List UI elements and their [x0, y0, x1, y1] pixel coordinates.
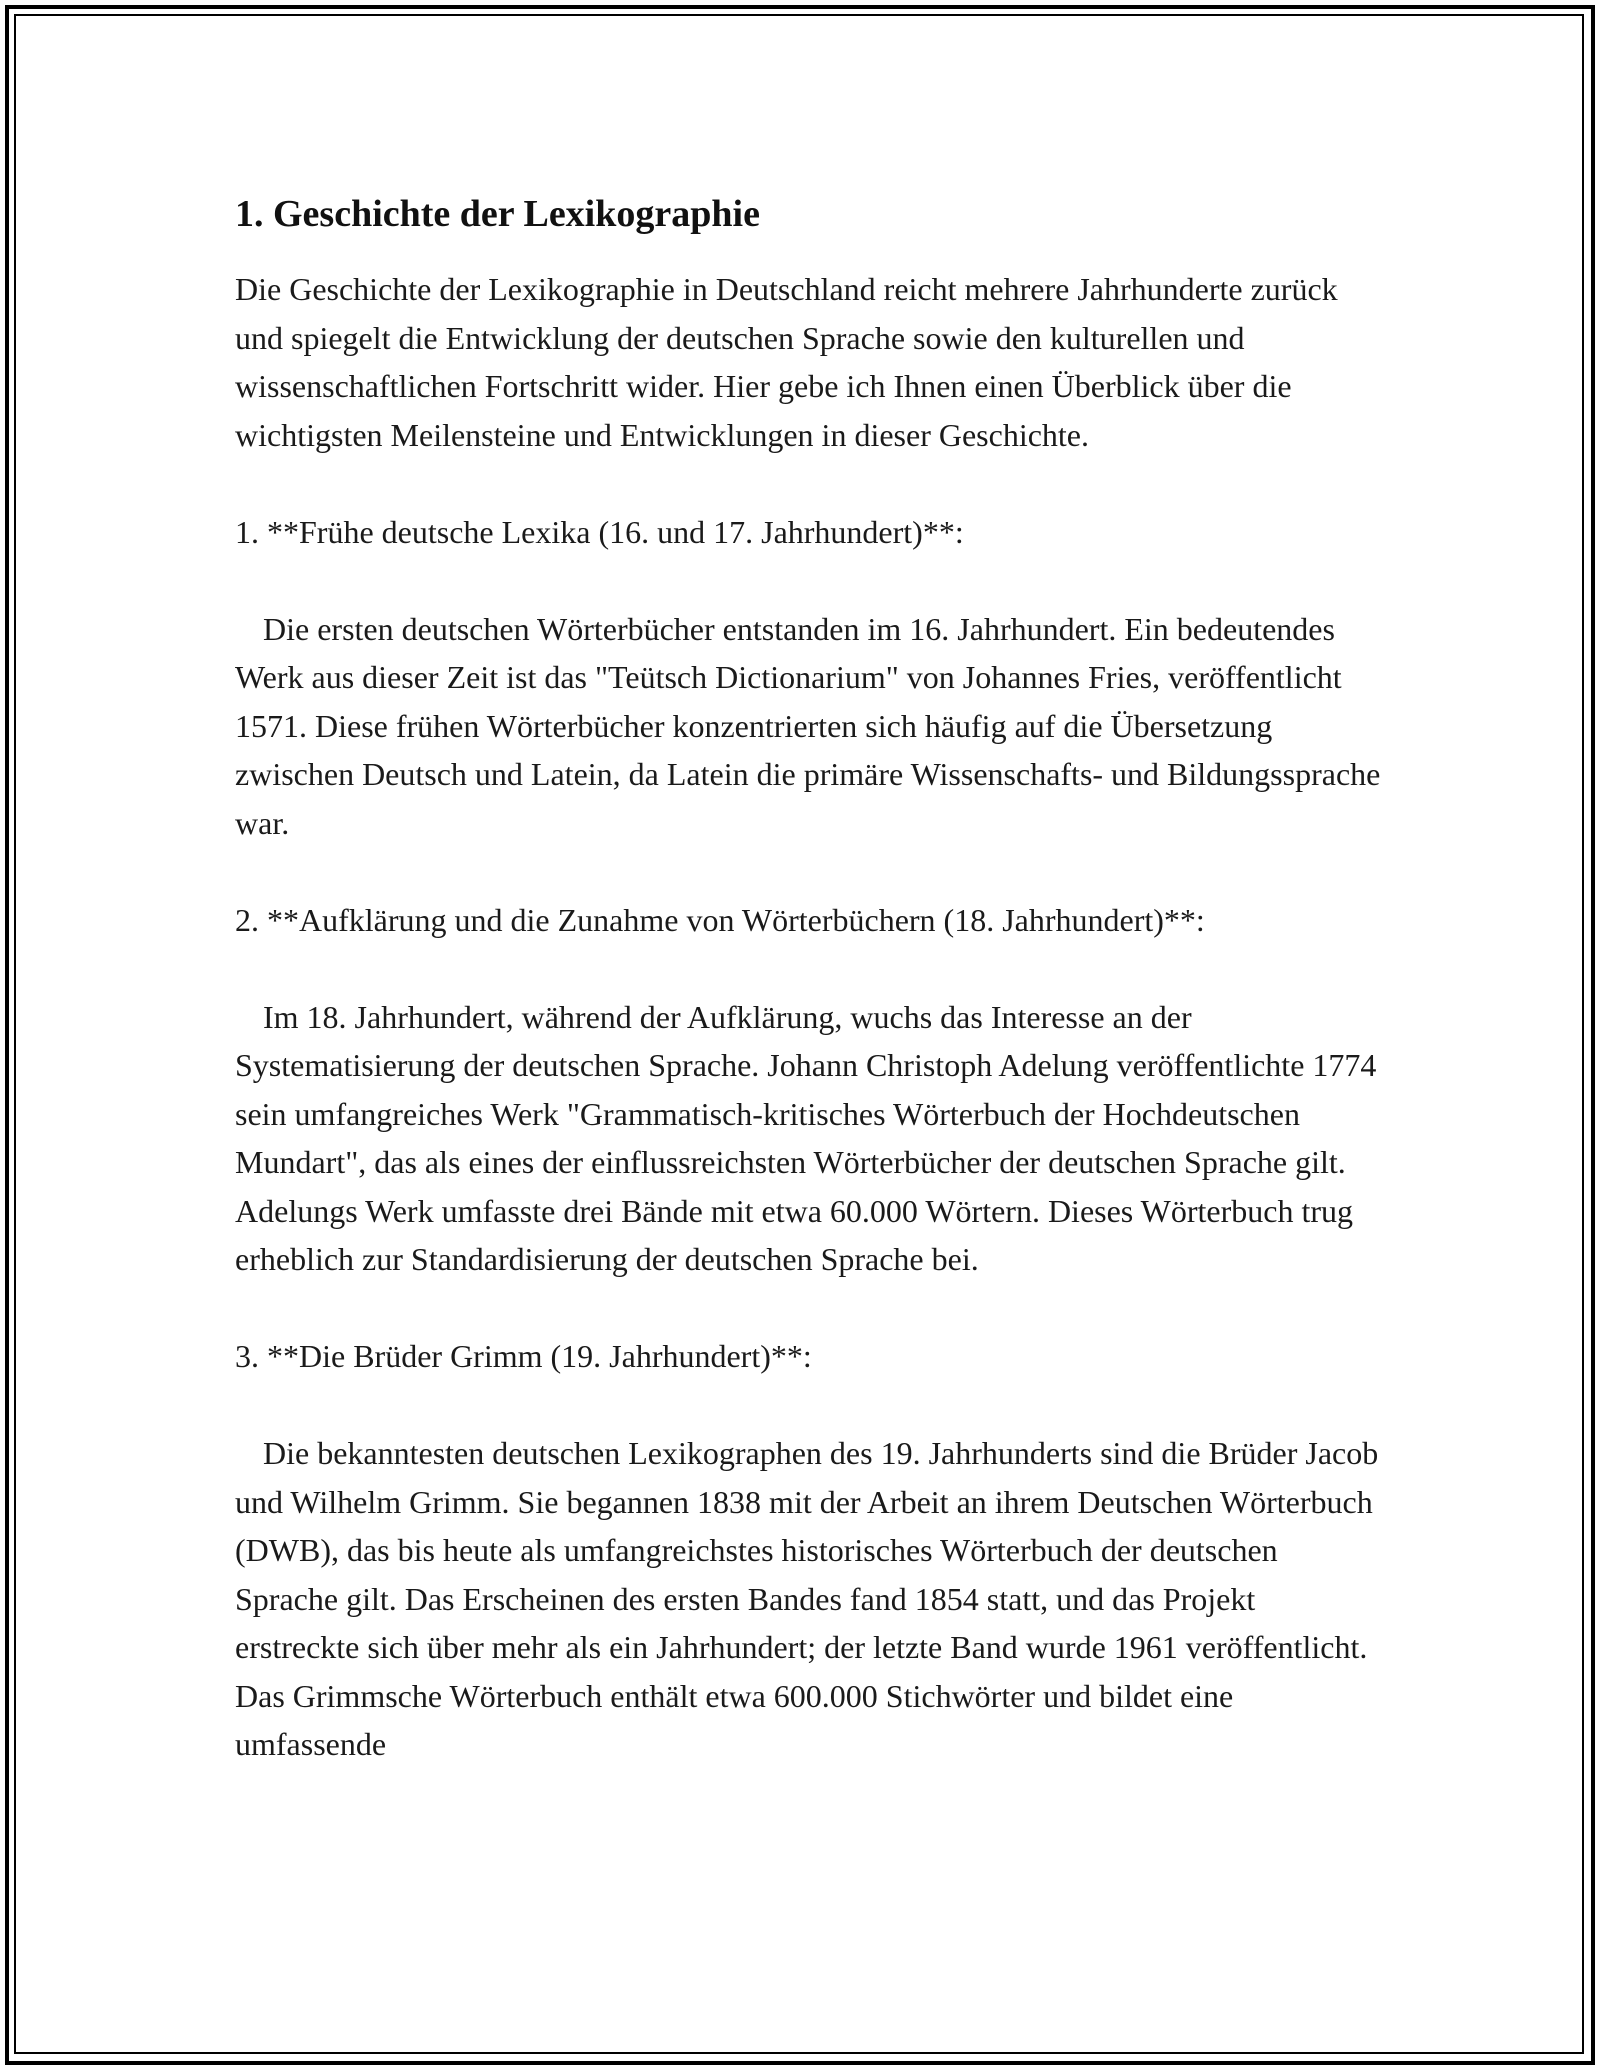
- section-body-1: Die ersten deutschen Wörterbücher entstanden im 16. Jahrhundert. Ein bedeutendes Werk aus dieser Zeit ist das "Teütsch Dictionarium" von Johannes Fries, veröffentlicht 1571. Diese frühen Wörterbücher konzentrierten sich häufig auf die Übersetzung zwischen Deutsch und Latein, da Latein die primäre Wissenschafts- und Bildungssprache war.: [235, 610, 1381, 841]
- paragraph-gap: [235, 459, 1385, 508]
- page-title: 1. Geschichte der Lexikographie: [235, 193, 760, 235]
- paragraph-gap: [235, 847, 1385, 896]
- section-title-1: 1. **Frühe deutsche Lexika (16. und 17. Jahrhundert)**:: [235, 513, 964, 550]
- intro-paragraph: Die Geschichte der Lexikographie in Deutschland reicht mehrere Jahrhunderte zurück und spiegelt die Entwicklung der deutschen Sprache sowie den kulturellen und wissenschaftlichen Fortschritt wider. Hier gebe ich Ihnen einen Überblick über die wichtigsten Meilensteine und Entwicklungen in dieser Geschichte.: [235, 271, 1338, 453]
- section-title-2: 2. **Aufklärung und die Zunahme von Wörterbüchern (18. Jahrhundert)**:: [235, 901, 1205, 938]
- section-title-3: 3. **Die Brüder Grimm (19. Jahrhundert)**:: [235, 1338, 812, 1374]
- section-body-2: Im 18. Jahrhundert, während der Aufklärung, wuchs das Interesse an der Systematisierung der deutschen Sprache. Johann Christoph Adelung veröffentlichte 1774 sein umfangreiches Werk "Grammatisch-kritisches Wörterbuch der Hochdeutschen Mundart", das als eines der einflussreichsten Wörterbücher der deutschen Sprache gilt. Adelungs Werk umfasste drei Bände mit etwa 60.000 Wörtern. Dieses Wörterbuch trug erheblich zur Standardisierung der deutschen Sprache bei.: [235, 998, 1377, 1277]
- paragraph-gap: [235, 556, 1385, 605]
- paragraph-gap: [235, 944, 1385, 993]
- paragraph-gap: [235, 1284, 1385, 1333]
- section-body-3: Die bekanntesten deutschen Lexikographen des 19. Jahrhunderts sind die Brüder Jacob und Wilhelm Grimm. Sie begannen 1838 mit der Arbeit an ihrem Deutschen Wörterbuch (DWB), das bis heute als umfangreichstes historisches Wörterbuch der deutschen Sprache gilt. Das Erscheinen des ersten Bandes fand 1854 statt, und das Projekt erstreckte sich über mehr als ein Jahrhundert; der letzte Band wurde 1961 veröffentlicht. Das Grimmsche Wörterbuch enthält etwa 600.000 Stichwörter und bildet eine umfassende: [235, 1435, 1379, 1762]
- document-body: [235, 185, 1385, 1769]
- paragraph-gap: [235, 1381, 1385, 1430]
